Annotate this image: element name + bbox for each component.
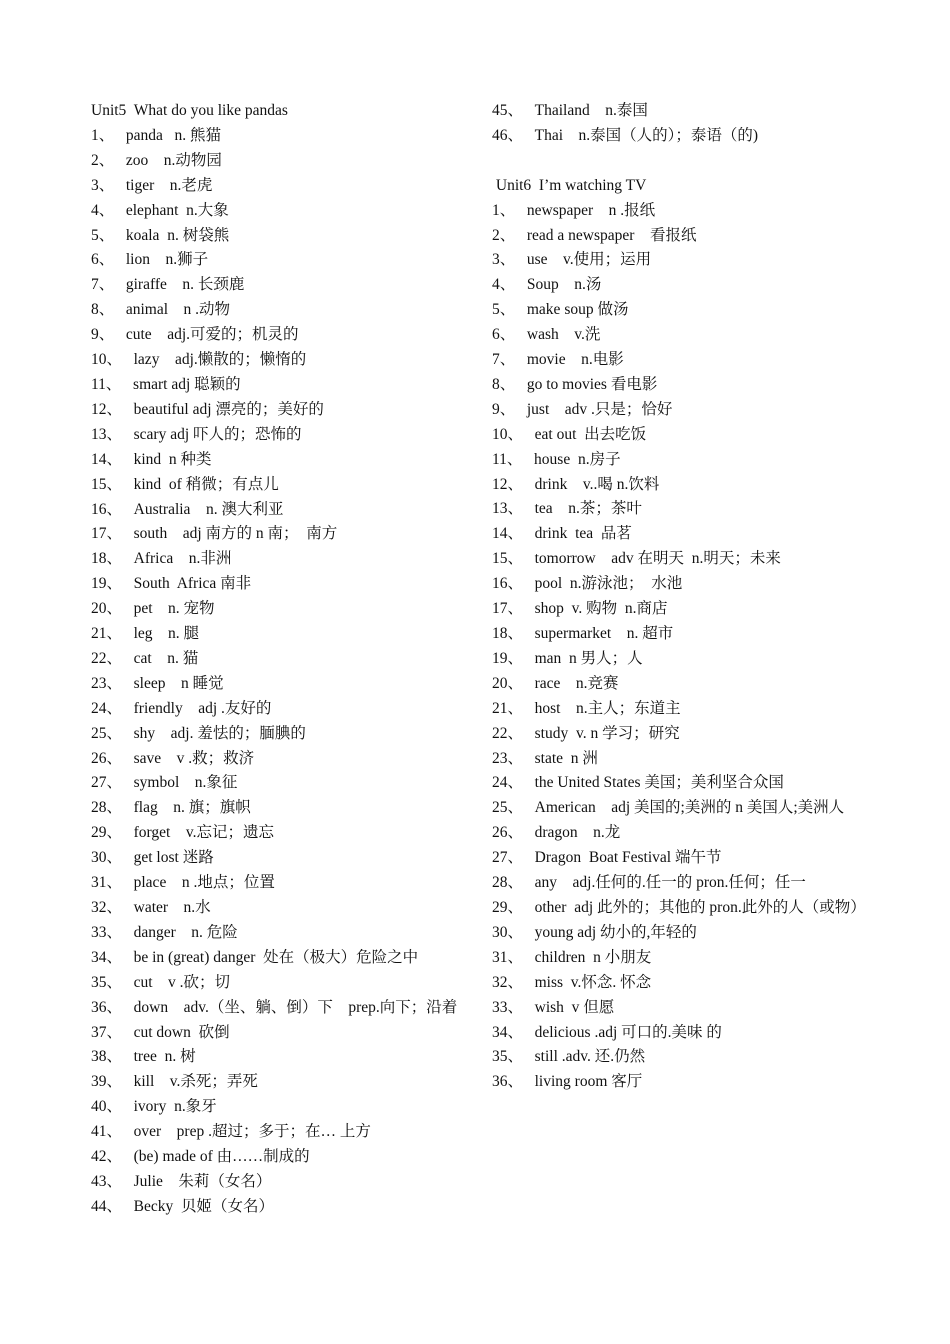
unit6-word-list — [492, 199, 867, 1096]
vocab-entry: 34、 delicious .adj 可口的.美味 的 — [492, 1023, 722, 1041]
vocab-entry: 27、 Dragon Boat Festival 端午节 — [492, 849, 722, 867]
vocab-entry: 2、 read a newspaper 看报纸 — [492, 226, 697, 244]
vocab-entry: 18、 Africa n.非洲 — [91, 550, 232, 568]
vocab-entry: 31、 place n .地点；位置 — [91, 874, 275, 892]
vocab-entry: 1、 panda n. 熊猫 — [91, 126, 222, 144]
vocab-entry: 10、 lazy adj.懒散的；懒惰的 — [91, 351, 307, 369]
vocab-entry: 25、 shy adj. 羞怯的；腼腆的 — [91, 724, 306, 742]
vocab-entry: 36、 living room 客厅 — [492, 1073, 643, 1091]
vocab-entry: 40、 ivory n.象牙 — [91, 1098, 217, 1116]
vocab-entry: 9、 just adv .只是；恰好 — [492, 400, 673, 418]
vocab-entry: 35、 cut v .砍；切 — [91, 973, 231, 991]
vocab-entry: 29、 other adj 此外的；其他的 pron.此外的人（或物） — [492, 898, 866, 916]
vocab-entry: 30、 get lost 迷路 — [91, 849, 214, 867]
vocab-entry: 39、 kill v.杀死；弄死 — [91, 1073, 258, 1091]
vocab-entry: 2、 zoo n.动物园 — [91, 151, 222, 169]
vocab-entry: 31、 children n 小朋友 — [492, 948, 652, 966]
vocab-entry: 6、 lion n.狮子 — [91, 251, 209, 269]
vocab-entry: 33、 danger n. 危险 — [91, 923, 238, 941]
vocab-entry: 6、 wash v.洗 — [492, 326, 601, 344]
vocab-entry: 5、 koala n. 树袋熊 — [91, 226, 230, 244]
unit6-title: Unit6 I’m watching TV — [492, 176, 647, 194]
vocab-entry: 41、 over prep .超过；多于；在… 上方 — [91, 1123, 371, 1141]
vocab-entry: 34、 be in (great) danger 处在（极大）危险之中 — [91, 948, 419, 966]
vocab-entry: 20、 race n.竞赛 — [492, 674, 619, 692]
vocab-entry: 27、 symbol n.象征 — [91, 774, 238, 792]
unit5-word-list-continued — [492, 99, 867, 149]
vocab-entry: 13、 scary adj 吓人的；恐怖的 — [91, 425, 302, 443]
vocab-entry: 5、 make soup 做汤 — [492, 301, 629, 319]
vocab-entry: 30、 young adj 幼小的,年轻的 — [492, 923, 697, 941]
vocab-entry: 22、 cat n. 猫 — [91, 649, 199, 667]
vocab-entry: 12、 drink v..喝 n.饮料 — [492, 475, 660, 493]
vocab-entry: 32、 water n.水 — [91, 899, 211, 916]
vocab-entry: 8、 animal n .动物 — [91, 301, 231, 319]
vocab-entry: 4、 elephant n.大象 — [91, 201, 229, 219]
vocab-entry: 38、 tree n. 树 — [91, 1048, 196, 1066]
vocab-entry: 35、 still .adv. 还.仍然 — [492, 1048, 646, 1066]
vocab-entry: 36、 down adv.（坐、躺、倒）下 prep.向下；沿着 — [91, 998, 458, 1016]
vocab-entry: 43、 Julie 朱莉（女名） — [91, 1172, 272, 1190]
vocab-entry: 7、 movie n.电影 — [492, 351, 624, 369]
vocab-entry: 37、 cut down 砍倒 — [91, 1023, 230, 1041]
vocab-entry: 13、 tea n.茶；茶叶 — [492, 500, 642, 518]
vocab-entry: 32、 miss v.怀念. 怀念 — [492, 973, 652, 991]
vocab-entry: 25、 American adj 美国的;美洲的 n 美国人;美洲人 — [492, 799, 845, 817]
vocab-entry: 42、 (be) made of 由……制成的 — [91, 1148, 310, 1166]
vocab-entry: 1、 newspaper n .报纸 — [492, 201, 656, 219]
vocab-entry: 46、 Thai n.泰国（人的）；泰语（的) — [492, 126, 759, 144]
vocab-entry: 22、 study v. n 学习；研究 — [492, 724, 680, 742]
vocab-entry: 28、 flag n. 旗；旗帜 — [91, 799, 251, 817]
vocab-entry: 45、 Thailand n.泰国 — [492, 102, 648, 119]
vocab-entry: 7、 giraffe n. 长颈鹿 — [91, 276, 245, 294]
vocab-entry: 33、 wish v 但愿 — [492, 998, 615, 1016]
vocab-entry: 18、 supermarket n. 超市 — [492, 625, 674, 643]
vocab-entry: 15、 tomorrow adv 在明天 n.明天；未来 — [492, 550, 781, 568]
vocab-entry: 3、 use v.使用；运用 — [492, 251, 652, 269]
vocab-entry: 14、 drink tea 品茗 — [492, 525, 632, 543]
section-spacer — [492, 149, 867, 174]
left-column — [91, 99, 471, 1220]
vocab-entry: 3、 tiger n.老虎 — [91, 176, 213, 194]
vocab-entry: 19、 South Africa 南非 — [91, 575, 252, 593]
vocab-entry: 8、 go to movies 看电影 — [492, 375, 658, 393]
vocab-entry: 29、 forget v.忘记；遗忘 — [91, 824, 274, 842]
vocab-entry: 10、 eat out 出去吃饭 — [492, 425, 647, 443]
unit5-word-list — [91, 124, 471, 1220]
right-column — [492, 99, 867, 1095]
vocab-entry: 20、 pet n. 宠物 — [91, 600, 215, 618]
vocab-entry: 21、 leg n. 腿 — [91, 625, 200, 643]
vocab-entry: 26、 save v .救；救济 — [91, 749, 255, 767]
vocab-entry: 12、 beautiful adj 漂亮的；美好的 — [91, 400, 324, 418]
vocab-entry: 28、 any adj.任何的.任一的 pron.任何；任一 — [492, 874, 806, 892]
vocab-entry: 9、 cute adj.可爱的；机灵的 — [91, 326, 299, 344]
vocab-entry: 15、 kind of 稍微；有点儿 — [91, 475, 279, 493]
vocab-entry: 11、 smart adj 聪颖的 — [91, 375, 241, 393]
vocab-entry: 17、 south adj 南方的 n 南； 南方 — [91, 525, 338, 543]
vocab-entry: 26、 dragon n.龙 — [492, 824, 621, 842]
vocab-entry: 23、 sleep n 睡觉 — [91, 674, 224, 692]
vocab-entry: 17、 shop v. 购物 n.商店 — [492, 600, 668, 618]
vocab-entry: 23、 state n 洲 — [492, 749, 598, 767]
vocab-entry: 4、 Soup n.汤 — [492, 276, 602, 294]
vocab-entry: 44、 Becky 贝姬（女名） — [91, 1197, 274, 1215]
vocab-entry: 24、 the United States 美国；美利坚合众国 — [492, 774, 784, 792]
vocab-entry: 16、 pool n.游泳池； 水池 — [492, 575, 683, 593]
unit5-title: Unit5 What do you like pandas — [91, 102, 288, 119]
vocab-entry: 19、 man n 男人；人 — [492, 649, 643, 667]
vocab-entry: 11、 house n.房子 — [492, 450, 621, 468]
vocab-entry: 16、 Australia n. 澳大利亚 — [91, 500, 284, 518]
vocab-entry: 14、 kind n 种类 — [91, 450, 212, 468]
vocab-entry: 21、 host n.主人；东道主 — [492, 699, 681, 717]
vocab-entry: 24、 friendly adj .友好的 — [91, 699, 272, 717]
